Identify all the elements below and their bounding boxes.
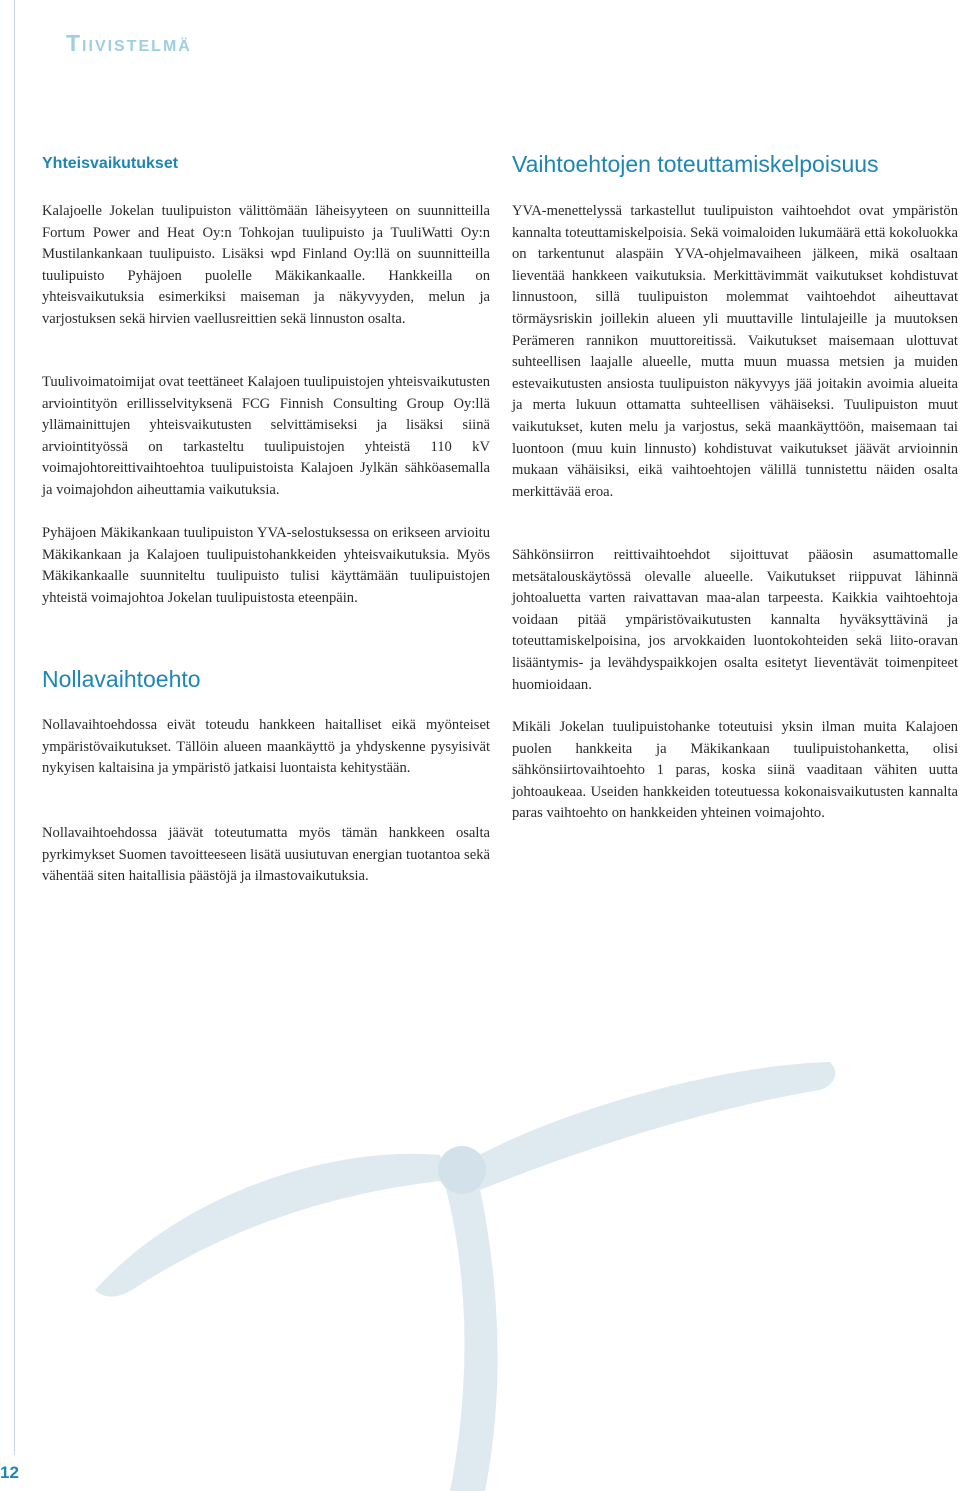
paragraph: Mikäli Jokelan tuulipuistohanke toteutuisi yksin ilman muita Kalajoen puolen hankkeita ja Mäkikankaan tuulipuistohanketta, olisi sähkönsiirtovaihtoehto 1 paras, koska siinä vaaditaan vähiten uutta johtoaukeaa. Useiden hankkeiden toteutuessa kokonaisvaikutusten kannalta paras vaihtoehto on hankkeiden yhteinen voimajohto. — [512, 719, 958, 822]
blade-left — [95, 1154, 450, 1297]
heading-nollavaihtoehto: Nollavaihtoehto — [42, 666, 201, 692]
blade-right — [470, 1062, 835, 1190]
heading-yhteisvaikutukset: Yhteisvaikutukset — [42, 155, 179, 172]
paragraph: Nollavaihtoehdossa eivät toteudu hankkeen haitalliset eikä myönteiset ympäristövaikutukset. Tällöin alueen maankäyttö ja yhdyskenne pysyisivät nykyisen kaltaisina ja ympäristö jatkaisi luontaista kehitystään. — [42, 717, 490, 777]
paragraph: Sähkönsiirron reittivaihtoehdot sijoittuvat pääosin asumattomalle metsätalouskäytössä olevalle alueelle. Vaikutukset riippuvat lähinnä johtoaluetta varten raivattavan maa-alan tarpeesta. Kaikkia vaihtoehtoja voidaan pitää ympäristövaikutusten kannalta hyväksyttävinä ja toteuttamiskelpoisina, jos arvokkaiden luontokohteiden sekä liito-oravan lisääntymis- ja levähdyspaikkojen osalta esitetyt lieventävät toimenpiteet huomioidaan. — [512, 547, 958, 693]
paragraph: Nollavaihtoehdossa jäävät toteutumatta myös tämän hankkeen osalta pyrkimykset Suomen tavoitteeseen lisätä uusiutuvan energian tuotantoa sekä vähentää siten haitallisia päästöjä ja ilmastovaikutuksia. — [42, 825, 490, 885]
paragraph: Pyhäjoen Mäkikankaan tuulipuiston YVA-selostuksessa on erikseen arvioitu Mäkikankaan ja Kalajoen tuulipuistohankkeiden yhteisvaikutuksia. Myös Mäkikankaalle suunniteltu tuulipuisto tulisi käyttämään tuulipuistojen yhteistä voimajohtoa Jokelan tuulipuistosta eteenpäin. — [42, 525, 490, 606]
paragraph: Tuulivoimatoimijat ovat teettäneet Kalajoen tuulipuistojen yhteisvaikutusten arviointityön erillisselvityksenä FCG Finnish Consulting Group Oy:llä yllämainittujen yhteisvaikutusten selvittämiseksi ja lisäksi siinä arviointityössä on tarkasteltu tuulipuistojen yhteistä 110 kV voimajohtoreittivaihtoehtoa tuulipuistoista Kalajoen Jylkän sähköasemalla ja voimajohdon aiheuttamia vaikutuksia. — [42, 374, 490, 498]
paragraph: Kalajoelle Jokelan tuulipuiston välittömään läheisyyteen on suunnitteilla Fortum Power and Heat Oy:n Tohkojan tuulipuisto ja TuuliWatti Oy:n Mustilankankaan tuulipuisto. Lisäksi wpd Finland Oy:llä on suunnitteilla tuulipuisto Pyhäjoen puolelle Mäkikankaalle. Hankkeilla on yhteisvaikutuksia esimerkiksi maiseman ja näkyvyyden, melun ja varjostuksen sekä hirvien vaellusreittien sekä linnuston osalta. — [42, 203, 490, 327]
paragraph: YVA-menettelyssä tarkastellut tuulipuiston vaihtoehdot ovat ympäristön kannalta toteuttamiskelpoisia. Sekä voimaloiden lukumäärä että kokoluokka on tarkentunut alaspäin YVA-ohjelmavaiheen jälkeen, mikä osaltaan lieventää hankkeen vaikutuksia. Merkittävimmät vaikutukset kohdistuvat linnustoon, sillä tuulipuiston molemmat vaihtoehdot aiheuttavat törmäysriskin joillekin alueen yli muuttaville lintulajeille ja muutoksen Perämeren rannikon muuttoreitissä. Vaikutukset maisemaan ulottuvat suhteellisen laajalle alueelle, mutta muun muassa metsien ja muiden estevaikutusten ansiosta tuulipuiston näkyvyys jää joitakin avoimia alueita ja merta lukuun ottamatta suhteellisen vähäiseksi. Tuulipuiston muut vaikutukset, kuten melu ja varjostus, sekä maankäyttöön, maisemaan tai luontoon (muu kuin linnusto) kohdistuvat vaikutukset jäävät arvioinnin mukaan vähäisiksi, eikä vaihtoehtojen välillä tunnistettu näiden osalta merkittävää eroa. — [512, 203, 958, 500]
blade-down — [445, 1180, 498, 1491]
page-number: 12 — [0, 1463, 19, 1482]
section-title: Tiivistelmä — [66, 30, 192, 56]
heading-toteuttamiskelpoisuus: Vaihtoehtojen toteuttamiskelpoisuus — [512, 151, 879, 177]
turbine-hub — [438, 1146, 486, 1194]
